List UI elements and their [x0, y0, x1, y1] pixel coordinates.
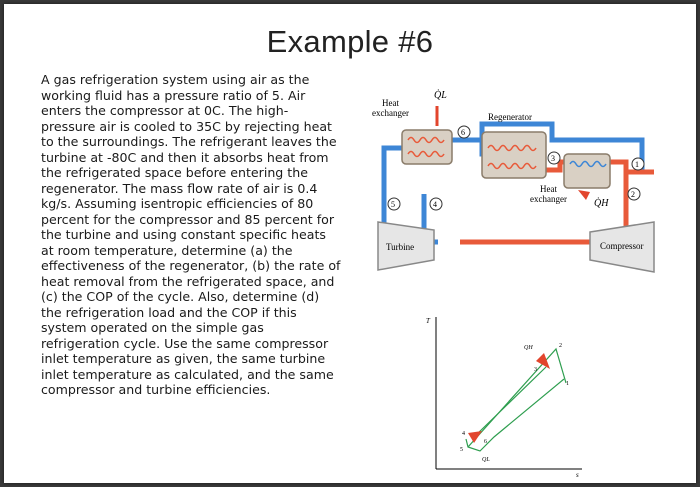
ts-point-4: 4: [462, 431, 465, 437]
heat-exchanger-right-label-1: Heat: [540, 184, 557, 194]
heat-exchanger-right: [564, 154, 610, 188]
heat-exchanger-right-label-2: exchanger: [530, 194, 567, 204]
heat-exchanger-left-label-1: Heat: [382, 98, 399, 108]
ts-point-6: 6: [484, 439, 487, 445]
problem-statement: A gas refrigeration system using air as the working fluid has a pressure ratio of 5. Air enters the compressor at 0C. The high-pressure air is cooled to 35C by rejecting heat to the surroundings. The refrigerant leaves the turbine at -80C and then it absorbs heat from the refrigerated space before entering the regenerator. The mass flow rate of air is 0.4 kg/s. Assuming isentropic efficiencies of 80 percent for the compressor and 85 percent for the turbine and using constant specific heats at room temperature, determine (a) the effectiveness of the regenerator, (b) the rate of heat removal from the refrigerated space, and (c) the COP of the cycle. Also, determine (d) the refrigeration load and the COP if this system operated on the simple gas refrigeration cycle. Use the same compressor inlet temperature as given, the same turbine inlet temperature as calculated, and the same compressor and turbine efficiencies.: [41, 72, 341, 397]
ts-x-axis-label: s: [576, 471, 579, 479]
ts-point-3: 3: [534, 367, 537, 373]
state-2-label: 2: [631, 190, 635, 199]
qh-label: Q̇H: [594, 198, 609, 209]
regenerator: [482, 132, 546, 178]
heat-exchanger-left: [402, 130, 452, 164]
ts-cycle-line-bottom: [466, 379, 564, 451]
ts-qh-label: QH: [524, 345, 533, 351]
ts-qh-arrow: [536, 353, 550, 369]
slide: [4, 4, 696, 483]
ql-label: Q̇L: [434, 90, 447, 101]
ts-point-1: 1: [566, 381, 569, 387]
ts-point-5: 5: [460, 447, 463, 453]
turbine-label: Turbine: [386, 242, 415, 252]
qh-arrow: [578, 190, 590, 200]
state-1-label: 1: [635, 160, 639, 169]
regenerator-label: Regenerator: [488, 112, 532, 122]
compressor-label: Compressor: [600, 241, 644, 251]
ts-ql-arrow: [468, 431, 482, 443]
state-4-label: 4: [433, 200, 437, 209]
state-6-label: 6: [461, 128, 465, 137]
ts-y-axis-label: T: [426, 317, 430, 325]
ts-cycle-line-lower: [474, 367, 546, 437]
heat-exchanger-left-label-2: exchanger: [372, 108, 409, 118]
ts-ql-label: QL: [482, 457, 490, 463]
ts-cycle-line-upper: [468, 349, 566, 447]
refrigeration-schematic: [364, 82, 664, 282]
state-5-label: 5: [391, 200, 395, 209]
ts-diagram: [416, 309, 586, 479]
slide-title: Example #6: [266, 24, 434, 59]
ts-point-2: 2: [559, 343, 562, 349]
state-3-label: 3: [551, 154, 555, 163]
